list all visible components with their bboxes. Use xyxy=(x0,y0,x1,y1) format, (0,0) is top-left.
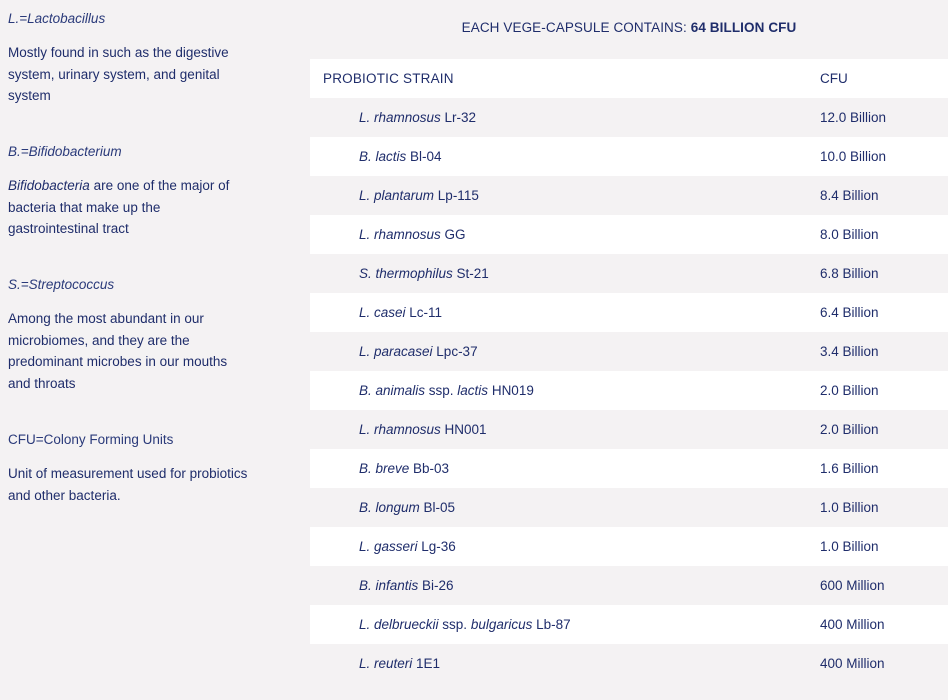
table-row xyxy=(310,566,948,605)
strain-cell xyxy=(359,293,442,332)
table-row xyxy=(310,371,948,410)
table-body xyxy=(310,98,948,683)
strain-code: Lb-87 xyxy=(532,617,571,632)
table-row xyxy=(310,332,948,371)
probiotic-table xyxy=(310,0,948,683)
strain-cell xyxy=(359,644,440,683)
legend-term: L.=Lactobacillus xyxy=(8,11,106,26)
species-name: L. rhamnosus xyxy=(359,110,441,125)
strain-code: Bi-26 xyxy=(418,578,454,593)
strain-code: Lp-115 xyxy=(434,188,479,203)
strain-code: St-21 xyxy=(452,266,489,281)
legend-term: B.=Bifidobacterium xyxy=(8,144,122,159)
cfu-cell: 10.0 Billion xyxy=(820,149,887,164)
strain-code: Lpc-37 xyxy=(432,344,478,359)
legend-term: S.=Streptococcus xyxy=(8,277,115,292)
cfu-cell: 1.6 Billion xyxy=(820,461,879,476)
species-name: L. paracasei xyxy=(359,344,433,359)
strain-cell xyxy=(359,215,466,254)
species-name: L. plantarum xyxy=(359,188,435,203)
strain-code: Bb-03 xyxy=(409,461,450,476)
cfu-cell: 2.0 Billion xyxy=(820,422,879,437)
table-row xyxy=(310,137,948,176)
species-name: L. rhamnosus xyxy=(359,227,441,242)
header-strain: PROBIOTIC STRAIN xyxy=(323,71,454,86)
strain-cell xyxy=(359,137,442,176)
cfu-cell: 400 Million xyxy=(820,656,885,671)
legend-bifidobacterium xyxy=(8,143,248,240)
cfu-cell: 12.0 Billion xyxy=(820,110,887,125)
subspecies-name: bulgaricus xyxy=(470,617,533,632)
capsule-value: 64 BILLION CFU xyxy=(690,20,797,35)
cfu-cell: 6.4 Billion xyxy=(820,305,879,320)
subspecies-prefix: ssp. xyxy=(425,383,458,398)
subspecies-name: lactis xyxy=(457,383,489,398)
strain-code: GG xyxy=(440,227,466,242)
subspecies-prefix: ssp. xyxy=(438,617,471,632)
strain-code: Bl-04 xyxy=(406,149,442,164)
cfu-cell: 600 Million xyxy=(820,578,885,593)
strain-cell xyxy=(359,488,455,527)
capsule-label: EACH VEGE-CAPSULE CONTAINS: xyxy=(461,20,691,35)
table-row xyxy=(310,488,948,527)
cfu-cell: 1.0 Billion xyxy=(820,500,879,515)
cfu-cell: 2.0 Billion xyxy=(820,383,879,398)
strain-cell xyxy=(359,566,454,605)
table-row xyxy=(310,449,948,488)
species-name: L. delbrueckii xyxy=(359,617,439,632)
species-name: L. reuteri xyxy=(359,656,413,671)
legend-term: CFU=Colony Forming Units xyxy=(8,432,174,447)
cfu-cell: 6.8 Billion xyxy=(820,266,879,281)
species-name: B. longum xyxy=(359,500,420,515)
species-name: L. gasseri xyxy=(359,539,418,554)
species-name: B. breve xyxy=(359,461,410,476)
header-cfu: CFU xyxy=(820,71,848,86)
species-name: B. lactis xyxy=(359,149,407,164)
strain-cell xyxy=(359,98,476,137)
legend-description: Mostly found in such as the digestive system, urinary system, and genital system xyxy=(8,45,229,103)
legend-cfu xyxy=(8,431,248,506)
strain-code: Lg-36 xyxy=(417,539,456,554)
strain-cell xyxy=(359,605,571,644)
strain-cell xyxy=(359,410,487,449)
strain-code: Lr-32 xyxy=(440,110,477,125)
table-row xyxy=(310,176,948,215)
table-row xyxy=(310,527,948,566)
table-row xyxy=(310,254,948,293)
cfu-cell: 1.0 Billion xyxy=(820,539,879,554)
cfu-cell: 8.4 Billion xyxy=(820,188,879,203)
legend-lactobacillus xyxy=(8,10,248,107)
strain-cell xyxy=(359,449,449,488)
cfu-cell: 8.0 Billion xyxy=(820,227,879,242)
strain-code: HN001 xyxy=(440,422,487,437)
strain-code: HN019 xyxy=(488,383,534,398)
species-name: B. infantis xyxy=(359,578,419,593)
strain-code: Lc-11 xyxy=(405,305,443,320)
strain-cell xyxy=(359,371,534,410)
table-row xyxy=(310,98,948,137)
legend-description-emphasis: Bifidobacteria xyxy=(8,178,90,193)
table-header-row xyxy=(310,59,948,98)
legend-description-text: are one of the major of bacteria that make up the gastrointestinal tract xyxy=(8,178,230,236)
species-name: L. rhamnosus xyxy=(359,422,441,437)
strain-cell xyxy=(359,254,489,293)
legend-description xyxy=(8,175,248,240)
strain-cell xyxy=(359,332,478,371)
strain-code: 1E1 xyxy=(412,656,441,671)
strain-cell xyxy=(359,176,479,215)
capsule-summary xyxy=(310,0,948,59)
legend-description: Unit of measurement used for probiotics and other bacteria. xyxy=(8,466,248,503)
table-row xyxy=(310,605,948,644)
strain-cell xyxy=(359,527,456,566)
table-row xyxy=(310,410,948,449)
species-name: L. casei xyxy=(359,305,406,320)
table-row xyxy=(310,293,948,332)
table-row xyxy=(310,215,948,254)
strain-code: Bl-05 xyxy=(419,500,456,515)
species-name: S. thermophilus xyxy=(359,266,453,281)
legend-description: Among the most abundant in our microbiomes, and they are the predominant microbes in our mouths and throats xyxy=(8,311,228,391)
species-name: B. animalis xyxy=(359,383,426,398)
table-row xyxy=(310,644,948,683)
cfu-cell: 3.4 Billion xyxy=(820,344,879,359)
cfu-cell: 400 Million xyxy=(820,617,885,632)
legend-streptococcus xyxy=(8,276,248,394)
